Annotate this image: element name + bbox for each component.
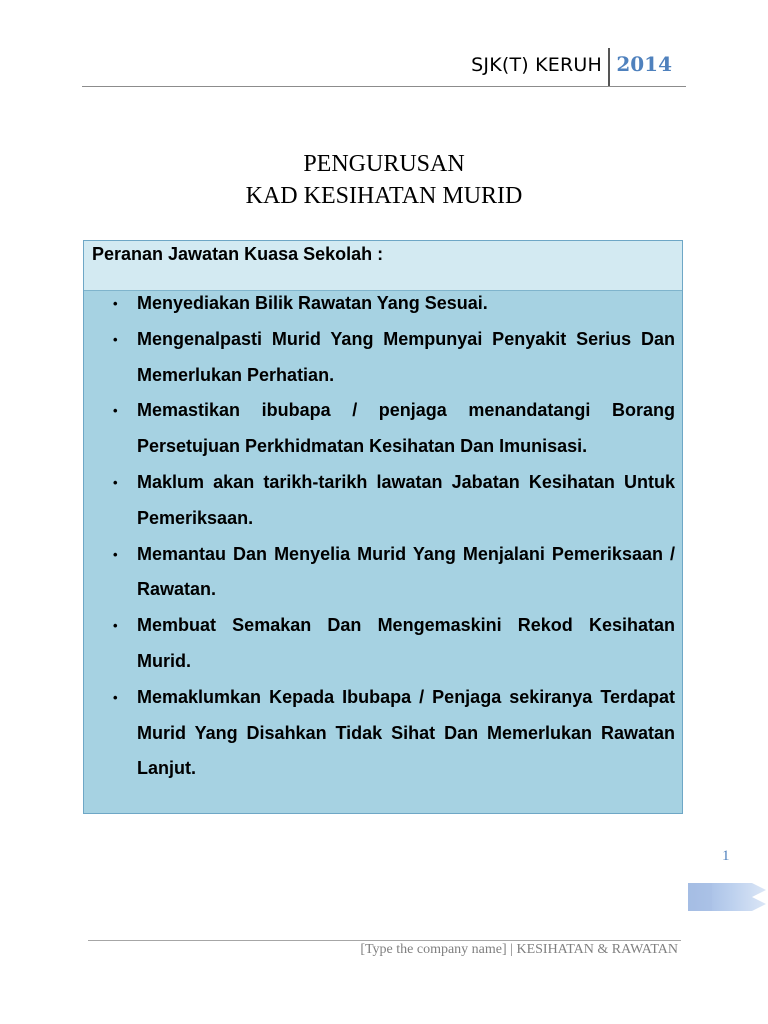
list-item-text: Memaklumkan Kepada Ibubapa / Penjaga sekiranya Terdapat Murid Yang Disahkan Tidak Sihat Dan Memerlukan Rawatan Lanjut. <box>137 686 675 779</box>
roles-box <box>83 240 683 814</box>
roles-list <box>84 286 682 787</box>
list-item-text: Memastikan ibubapa / penjaga menandatangi Borang Persetujuan Perkhidmatan Kesihatan Dan Imunisasi. <box>137 400 675 457</box>
bullet-icon: • <box>113 403 118 419</box>
list-item-text: Memantau Dan Menyelia Murid Yang Menjalani Pemeriksaan / Rawatan. <box>137 543 675 600</box>
list-item <box>84 680 682 787</box>
footer-divider <box>88 940 681 941</box>
footer-text: [Type the company name] | KESIHATAN & RAWATAN <box>360 942 678 957</box>
list-item <box>84 322 682 394</box>
page-number: 1 <box>722 848 730 864</box>
list-item-text: Membuat Semakan Dan Mengemaskini Rekod Kesihatan Murid. <box>137 615 675 671</box>
title-line-2: KAD KESIHATAN MURID <box>245 183 523 209</box>
bullet-icon: • <box>113 618 118 634</box>
list-item <box>84 286 682 322</box>
list-item-text: Mengenalpasti Murid Yang Mempunyai Penyakit Serius Dan Memerlukan Perhatian. <box>137 328 675 385</box>
list-item <box>84 608 682 680</box>
page-header <box>82 48 686 87</box>
page-corner-decoration <box>686 880 768 914</box>
bullet-icon: • <box>113 331 118 347</box>
header-separator <box>608 48 610 86</box>
bullet-icon: • <box>113 689 118 705</box>
list-item-text: Menyediakan Bilik Rawatan Yang Sesuai. <box>137 293 488 313</box>
list-item-text: Maklum akan tarikh-tarikh lawatan Jabatan Kesihatan Untuk Pemeriksaan. <box>137 471 675 528</box>
list-item <box>84 393 682 465</box>
bullet-icon: • <box>113 546 118 562</box>
header-year: 2014 <box>616 52 672 76</box>
title-line-1: PENGURUSAN <box>303 151 465 177</box>
bullet-icon: • <box>113 296 118 311</box>
bullet-icon: • <box>113 474 118 490</box>
list-item <box>84 465 682 537</box>
roles-box-heading: Peranan Jawatan Kuasa Sekolah : <box>84 241 682 291</box>
list-item <box>84 537 682 609</box>
school-name: SJK(T) KERUH <box>471 54 602 76</box>
